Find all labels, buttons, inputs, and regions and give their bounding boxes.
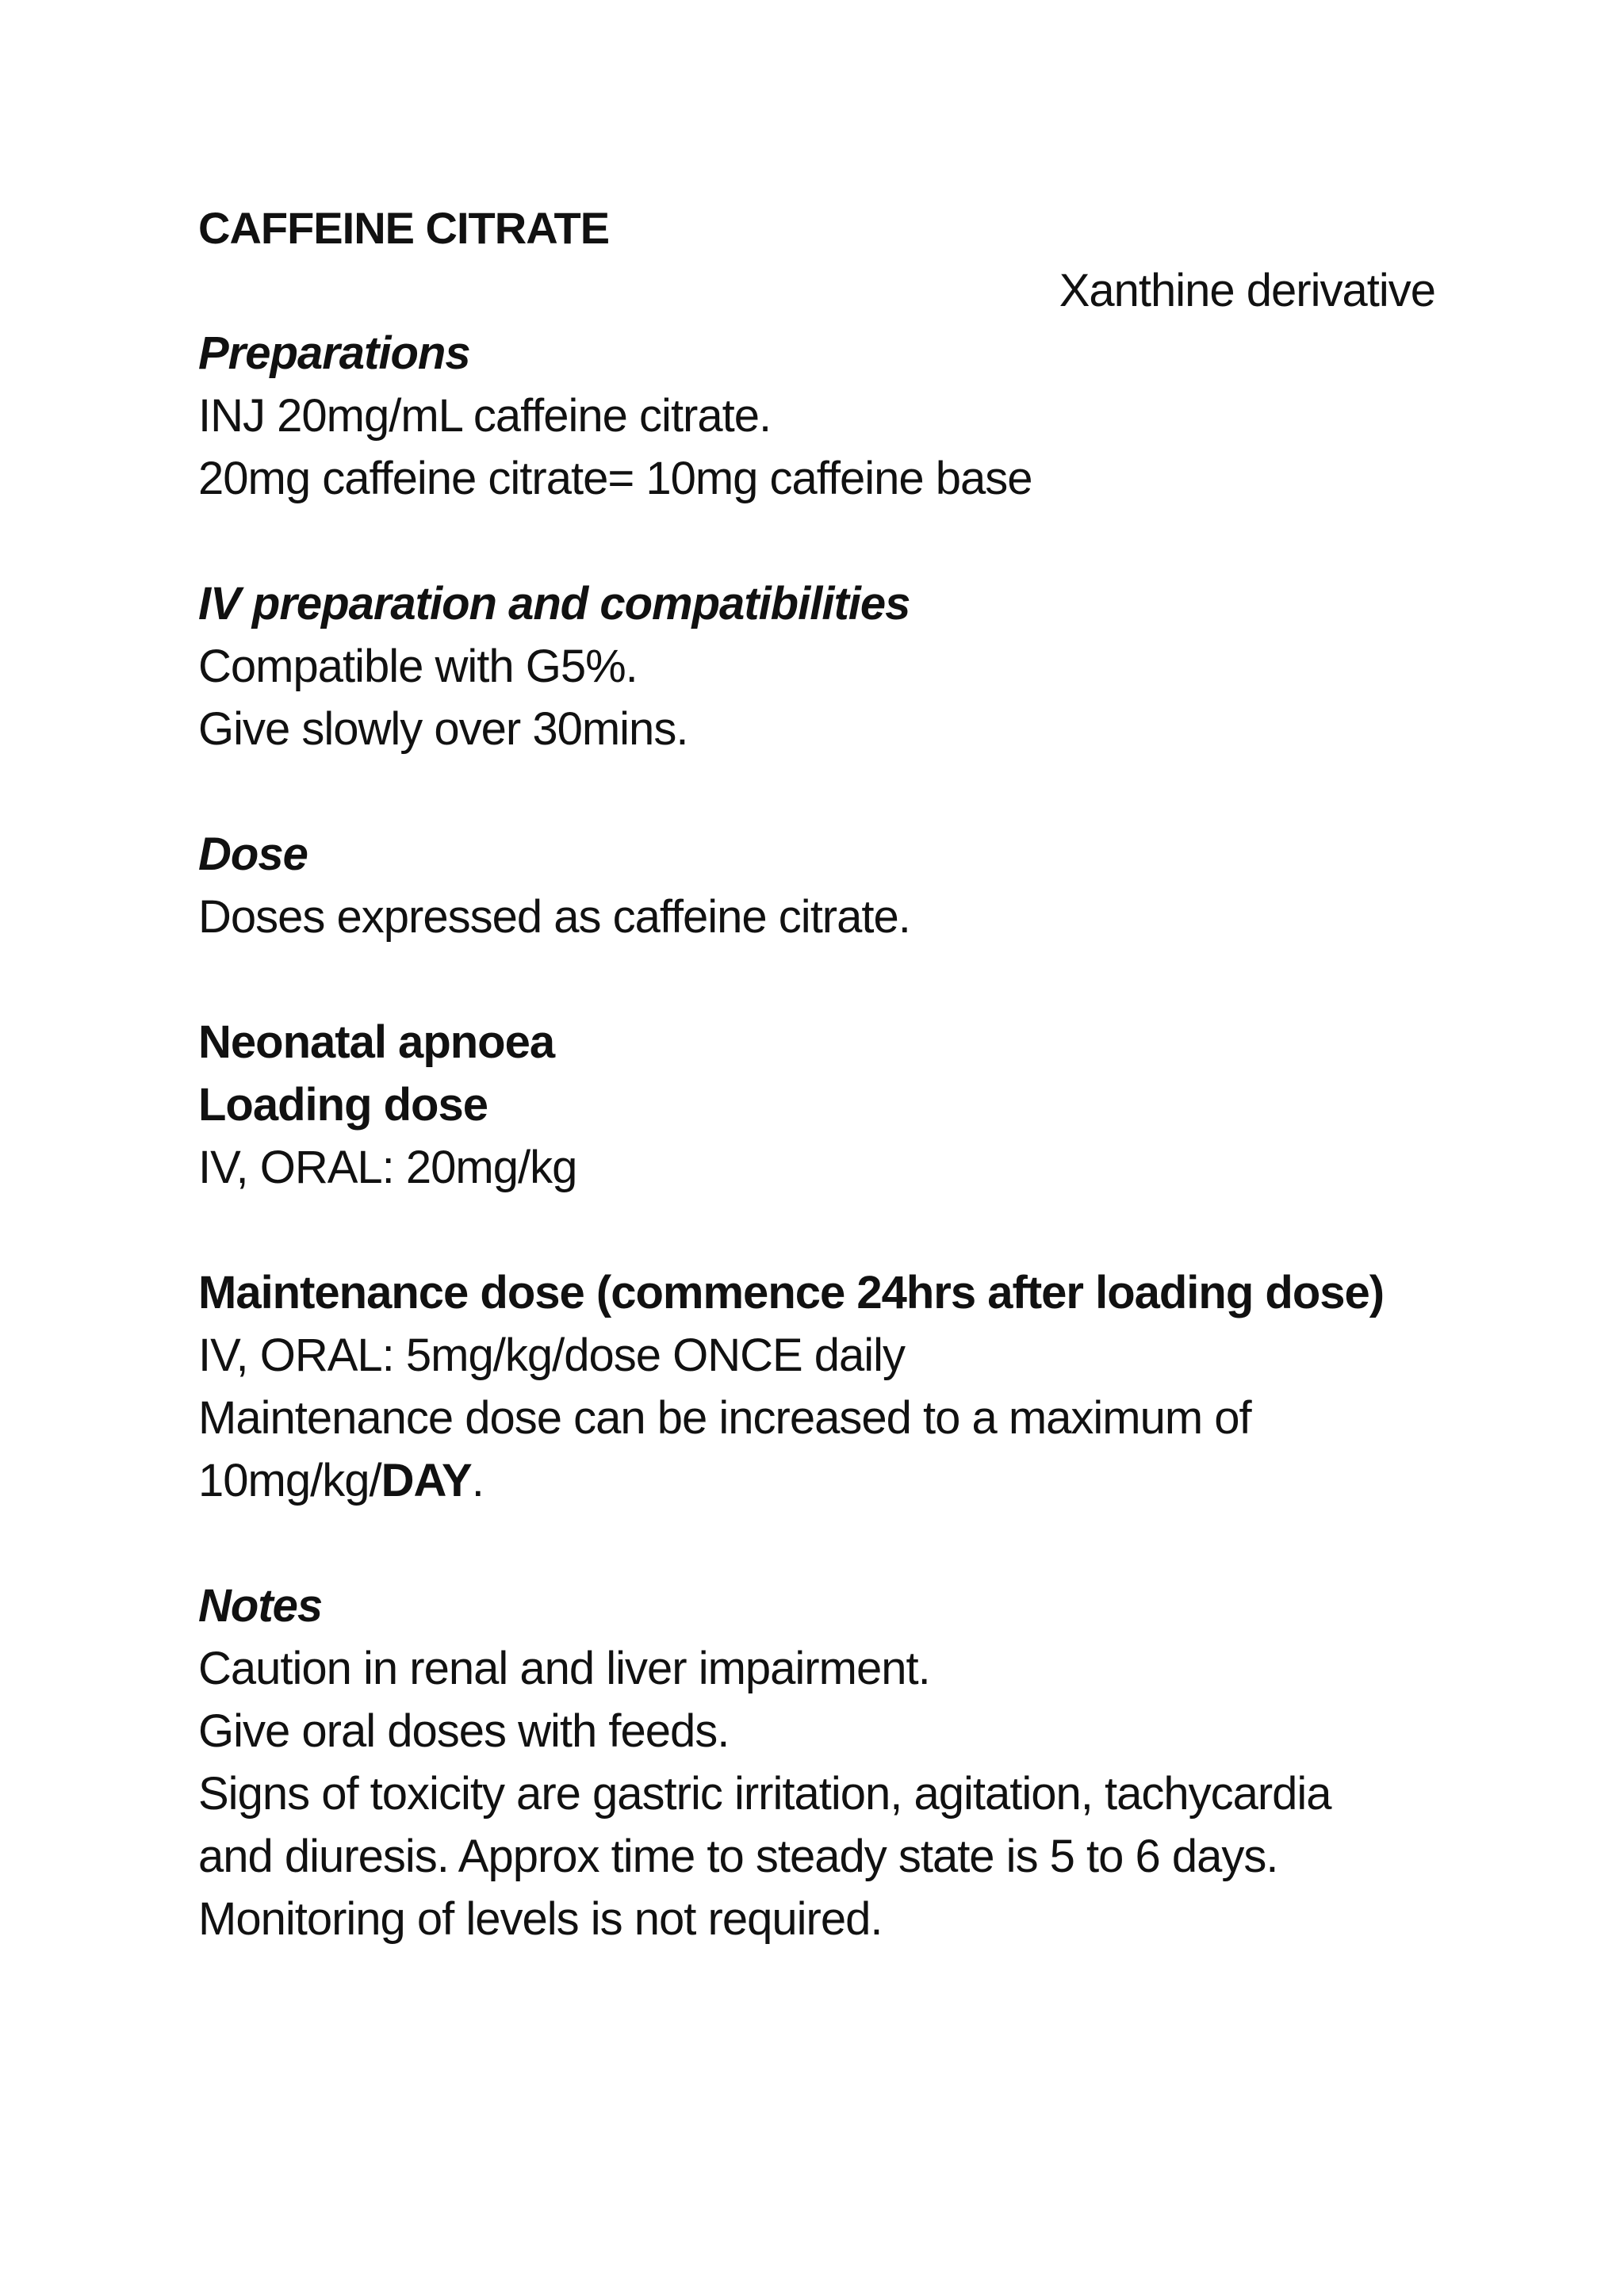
maximum-dose-unit: DAY <box>381 1455 472 1506</box>
iv-preparation-section <box>198 572 1435 760</box>
preparations-line: 20mg caffeine citrate= 10mg caffeine base <box>198 453 1032 504</box>
spacer <box>198 510 1435 572</box>
preparations-heading: Preparations <box>198 327 470 379</box>
neonatal-apnoea-section <box>198 1011 1435 1512</box>
preparations-section <box>198 322 1435 510</box>
iv-preparation-line: Compatible with G5%. <box>198 641 638 692</box>
maximum-dose-prefix: 10mg/kg/ <box>198 1455 381 1506</box>
notes-line: and diuresis. Approx time to steady state is 5 to 6 days. <box>198 1831 1278 1882</box>
maximum-dose-line: Maintenance dose can be increased to a maximum of <box>198 1392 1251 1444</box>
preparations-line: INJ 20mg/mL caffeine citrate. <box>198 390 772 442</box>
loading-dose-heading: Loading dose <box>198 1079 488 1131</box>
spacer <box>198 948 1435 1011</box>
maintenance-dose-line: IV, ORAL: 5mg/kg/dose ONCE daily <box>198 1330 906 1381</box>
spacer <box>198 1199 1435 1261</box>
loading-dose-line: IV, ORAL: 20mg/kg <box>198 1142 577 1193</box>
maximum-dose-suffix: . <box>471 1455 484 1506</box>
spacer <box>198 1512 1435 1575</box>
dose-line: Doses expressed as caffeine citrate. <box>198 891 910 943</box>
iv-preparation-heading: IV preparation and compatibilities <box>198 578 910 629</box>
maintenance-dose-heading: Maintenance dose (commence 24hrs after loading dose) <box>198 1267 1385 1318</box>
document-page <box>198 197 1435 1950</box>
drug-classification: Xanthine derivative <box>1059 265 1435 316</box>
notes-line: Caution in renal and liver impairment. <box>198 1643 930 1694</box>
notes-heading: Notes <box>198 1580 323 1632</box>
notes-line: Signs of toxicity are gastric irritation, agitation, tachycardia <box>198 1768 1331 1820</box>
notes-line: Monitoring of levels is not required. <box>198 1893 883 1945</box>
notes-section <box>198 1575 1435 1950</box>
iv-preparation-line: Give slowly over 30mins. <box>198 703 688 755</box>
spacer <box>198 760 1435 823</box>
neonatal-apnoea-heading: Neonatal apnoea <box>198 1016 555 1068</box>
dose-heading: Dose <box>198 828 308 880</box>
notes-line: Give oral doses with feeds. <box>198 1705 730 1757</box>
maximum-dose-line-2 <box>198 1449 1435 1512</box>
dose-section <box>198 823 1435 948</box>
drug-title: CAFFEINE CITRATE <box>198 203 610 253</box>
